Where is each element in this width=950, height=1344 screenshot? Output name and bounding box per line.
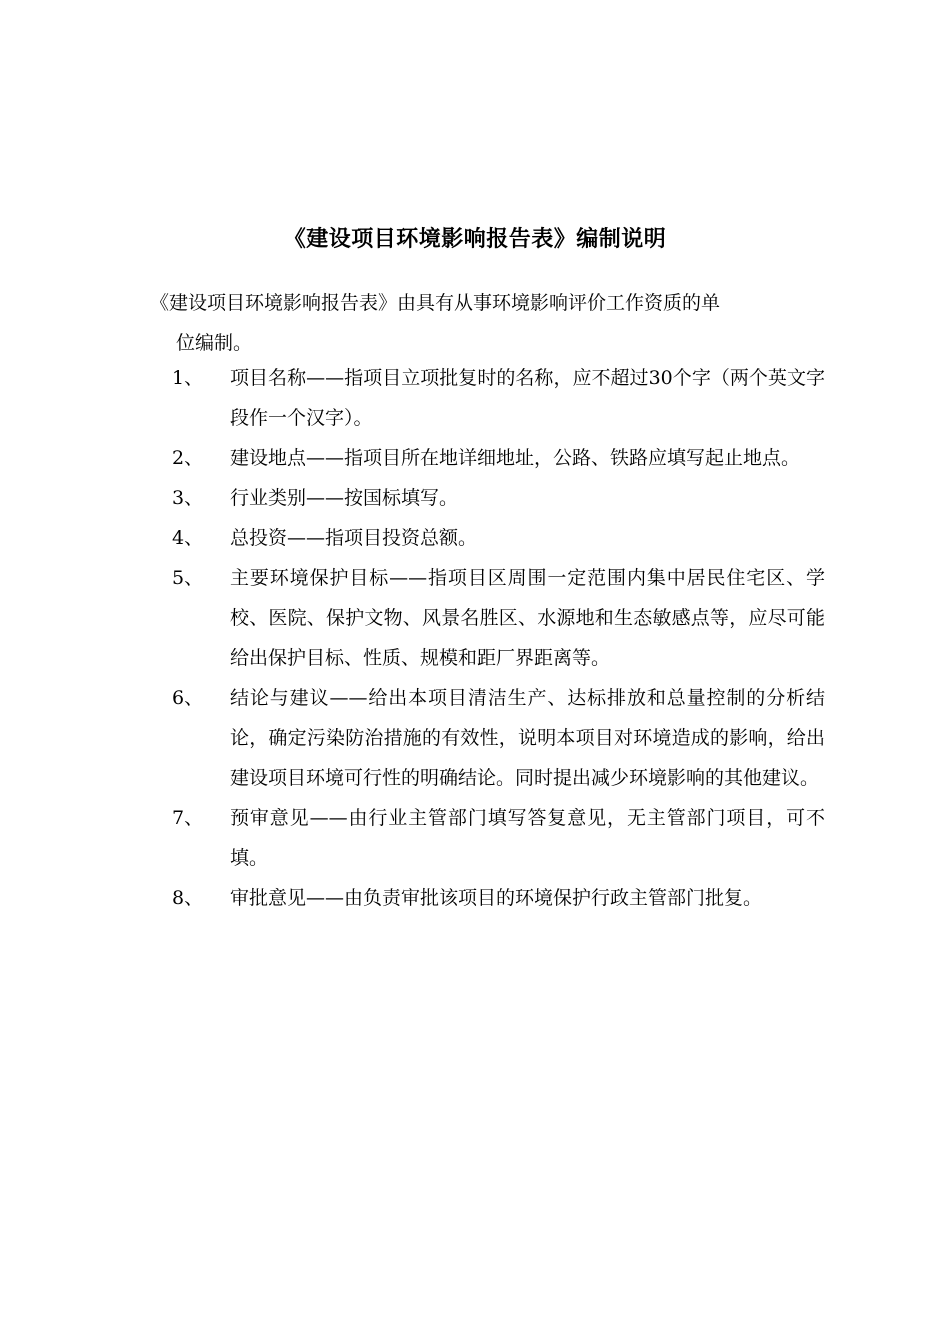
item-text: 总投资——指项目投资总额。 <box>230 527 478 549</box>
list-item <box>0 678 950 798</box>
list-item <box>0 798 950 878</box>
item-text: 建设地点——指项目所在地详细地址，公路、铁路应填写起止地点。 <box>230 447 801 469</box>
document-title: 《建设项目环境影响报告表》编制说明 <box>283 227 667 252</box>
item-text: 审批意见——由负责审批该项目的环境保护行政主管部门批复。 <box>230 887 763 909</box>
item-number: 6、 <box>172 687 204 709</box>
item-number: 1、 <box>172 367 204 389</box>
list-item <box>0 518 950 558</box>
item-text: 结论与建议——给出本项目清洁生产、达标排放和总量控制的分析结论，确定污染防治措施的有效性，说明本项目对环境造成的影响，给出建设项目环境可行性的明确结论。同时提出减少环境影响的其他建议。 <box>230 687 825 789</box>
list-item <box>0 878 950 918</box>
item-text: 行业类别——按国标填写。 <box>230 487 459 509</box>
item-text: 主要环境保护目标——指项目区周围一定范围内集中居民住宅区、学校、医院、保护文物、风景名胜区、水源地和生态敏感点等，应尽可能给出保护目标、性质、规模和距厂界距离等。 <box>230 567 825 669</box>
list-item <box>0 558 950 678</box>
item-text: 项目名称——指项目立项批复时的名称，应不超过30个字（两个英文字段作一个汉字）。 <box>230 367 825 429</box>
item-number: 8、 <box>172 887 204 909</box>
list-item <box>0 358 950 438</box>
item-number: 2、 <box>172 447 204 469</box>
intro-line-2: 位编制。 <box>176 332 253 354</box>
list-item <box>0 438 950 478</box>
intro-line-1: 《建设项目环境影响报告表》由具有从事环境影响评价工作资质的单 <box>150 292 721 314</box>
item-number: 7、 <box>172 807 204 829</box>
item-number: 4、 <box>172 527 204 549</box>
item-text: 预审意见——由行业主管部门填写答复意见，无主管部门项目，可不填。 <box>230 807 825 869</box>
item-number: 3、 <box>172 487 204 509</box>
intro-paragraph <box>150 283 830 363</box>
list-item <box>0 478 950 518</box>
item-number: 5、 <box>172 567 204 589</box>
instruction-list <box>0 358 950 918</box>
